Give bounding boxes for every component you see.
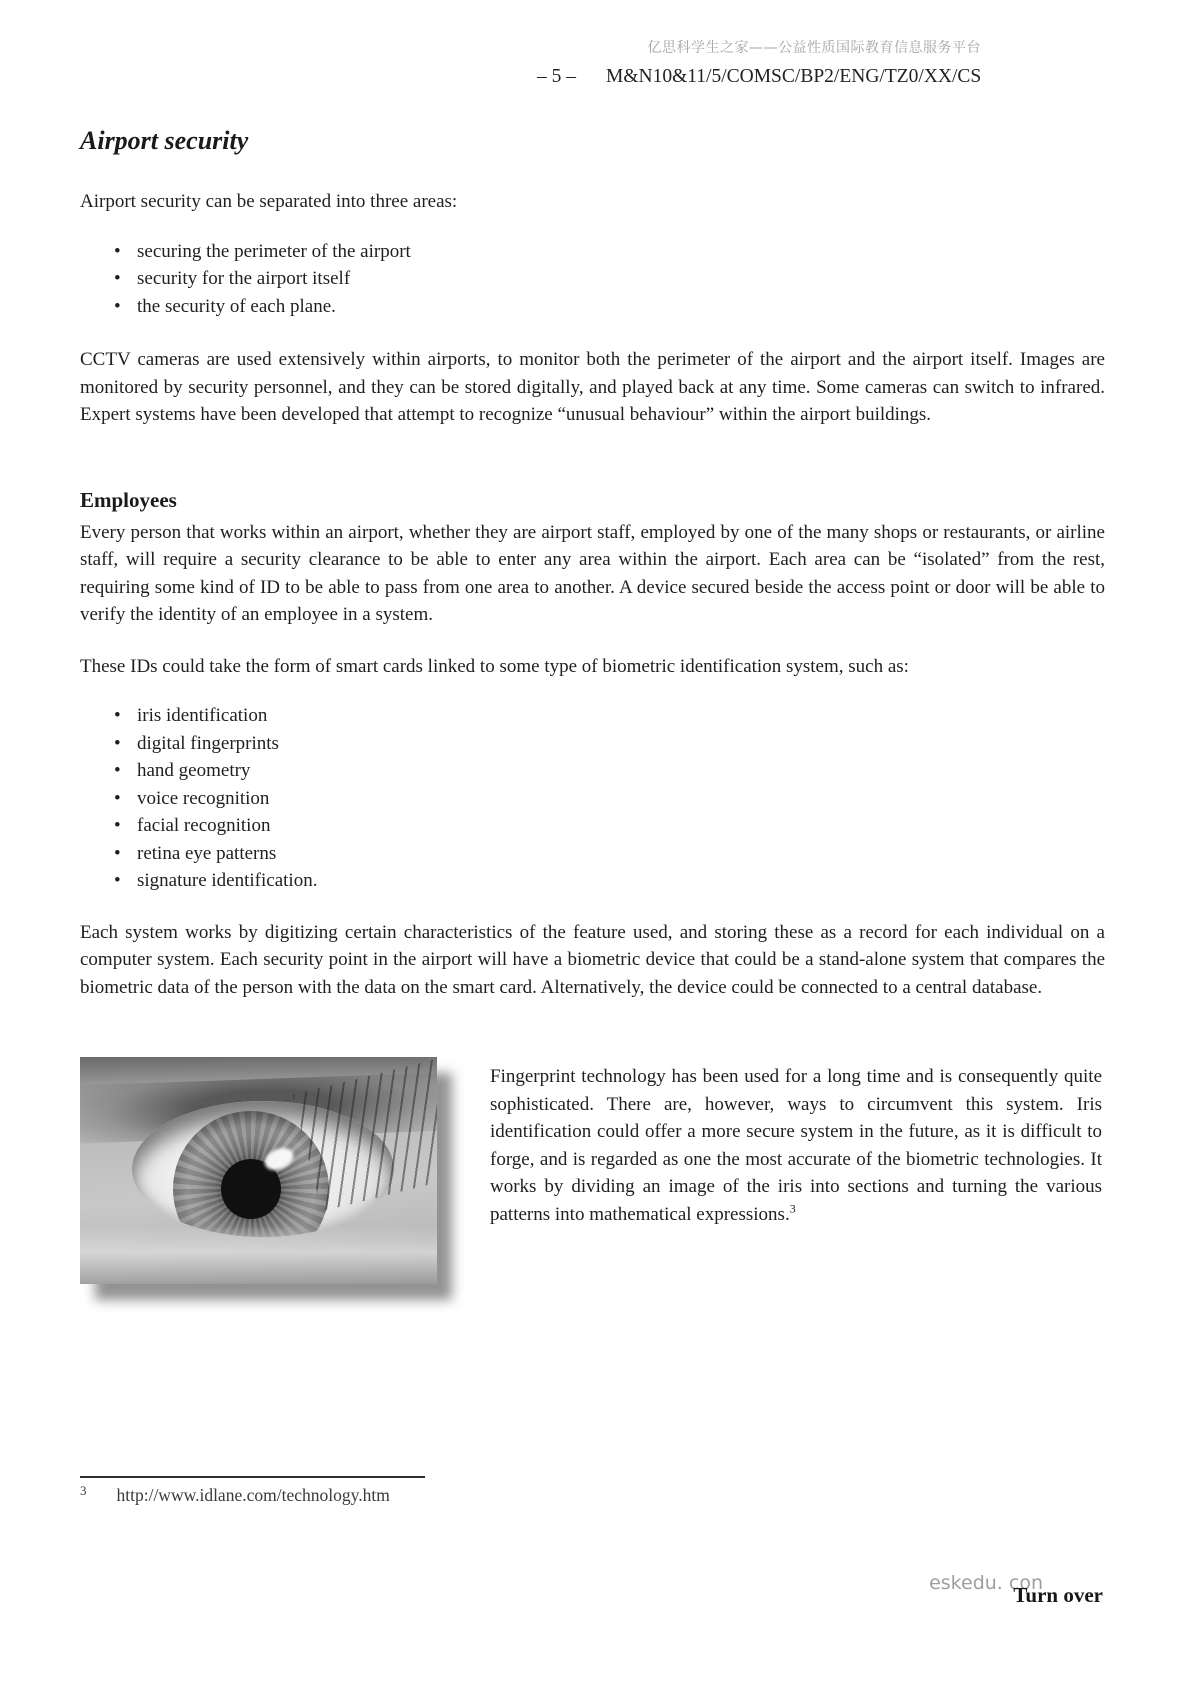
biometric-systems-list — [80, 702, 1105, 895]
bullet-marker: • — [114, 815, 121, 836]
bullet-marker: • — [114, 268, 121, 289]
list-item-text: retina eye patterns — [137, 842, 277, 864]
footnote-reference: 3 — [789, 1201, 796, 1216]
bullet-marker: • — [114, 240, 121, 262]
page-number: – 5 – — [537, 66, 576, 87]
smart-cards-lead: These IDs could take the form of smart cards linked to some type of biometric identification system, such as: — [80, 655, 909, 677]
cctv-paragraph: CCTV cameras are used extensively within airports, to monitor both the perimeter of the airport and the airport itself. Images are monitored by security personnel, and they can be stored digitally, and played back at any time. Some cameras can switch to infrared. Expert systems have been developed that attempt to recognize “unusual behaviour” within the airport buildings. — [80, 349, 1105, 425]
bullet-marker: • — [114, 732, 121, 754]
bullet-marker: • — [114, 760, 121, 781]
list-item — [114, 785, 1105, 813]
list-item-text: the security of each plane. — [137, 295, 336, 317]
list-item — [114, 812, 1105, 840]
bullet-marker: • — [114, 787, 121, 809]
page-title: Airport security — [80, 126, 249, 155]
intro-lead: Airport security can be separated into three areas: — [80, 191, 458, 212]
bullet-marker: • — [114, 842, 121, 864]
lower-eyelid-highlight — [80, 1226, 437, 1284]
list-item-text: facial recognition — [137, 815, 271, 836]
footnote-url: http://www.idlane.com/technology.htm — [116, 1485, 390, 1505]
page-header — [80, 64, 1105, 90]
list-item — [114, 840, 1105, 868]
footnote-line — [80, 1482, 425, 1508]
list-item-text: hand geometry — [137, 760, 251, 781]
list-item-text: securing the perimeter of the airport — [137, 240, 411, 262]
bullet-marker: • — [114, 870, 121, 891]
list-item — [114, 757, 1105, 785]
footnote-marker: 3 — [80, 1483, 87, 1498]
list-item-text: iris identification — [137, 705, 268, 726]
fingerprint-paragraph — [490, 1063, 1102, 1284]
figure-row — [80, 1057, 1105, 1284]
employees-paragraph: Every person that works within an airport, whether they are airport staff, employed by one of the many shops or restaurants, or airline staff, will require a security clearance to be able to enter any area within the airport. Each area can be “isolated” from the rest, requiring some kind of ID to be able to pass from one area to another. A device secured beside the access point or door will be able to verify the identity of an employee in a system. — [80, 521, 1105, 625]
airport-areas-list — [80, 238, 1105, 321]
list-item — [114, 238, 1105, 266]
paper-code: M&N10&11/5/COMSC/BP2/ENG/TZ0/XX/CS — [606, 66, 982, 87]
footnote-rule — [80, 1476, 425, 1478]
list-item-text: voice recognition — [137, 787, 270, 809]
site-footer-watermark: eskedu. con — [929, 1572, 1043, 1594]
bullet-marker: • — [114, 705, 121, 726]
list-item-text: signature identification. — [137, 870, 318, 891]
turn-over-label: Turn over — [1013, 1583, 1103, 1607]
bullet-marker: • — [114, 295, 121, 317]
iris-photo — [80, 1057, 437, 1284]
list-item-text: security for the airport itself — [137, 268, 351, 289]
list-item-text: digital fingerprints — [137, 732, 279, 754]
fingerprint-paragraph-text: Fingerprint technology has been used for a long time and is consequently quite sophisticated. There are, however, ways to circumvent this system. Iris identification could offer a more secure system in the future, as it is difficult to forge, and is regarded as one the most accurate of the biometric technologies. It works by dividing an image of the iris into sections and turning the various patterns into mathematical expressions. — [490, 1066, 1102, 1225]
site-banner-watermark: 亿思科学生之家——公益性质国际教育信息服务平台 — [647, 40, 981, 56]
list-item — [114, 702, 1105, 730]
footnote — [80, 1476, 425, 1508]
digitizing-paragraph: Each system works by digitizing certain characteristics of the feature used, and storing these as a record for each individual on a computer system. Each security point in the airport will have a biometric device that could be a stand-alone system that compares the biometric data of the person with the data on the smart card. Alternatively, the device could be connected to a central database. — [80, 921, 1105, 998]
employees-heading: Employees — [80, 487, 177, 512]
list-item — [114, 867, 1105, 895]
list-item — [114, 730, 1105, 758]
list-item — [114, 293, 1105, 321]
list-item — [114, 265, 1105, 293]
